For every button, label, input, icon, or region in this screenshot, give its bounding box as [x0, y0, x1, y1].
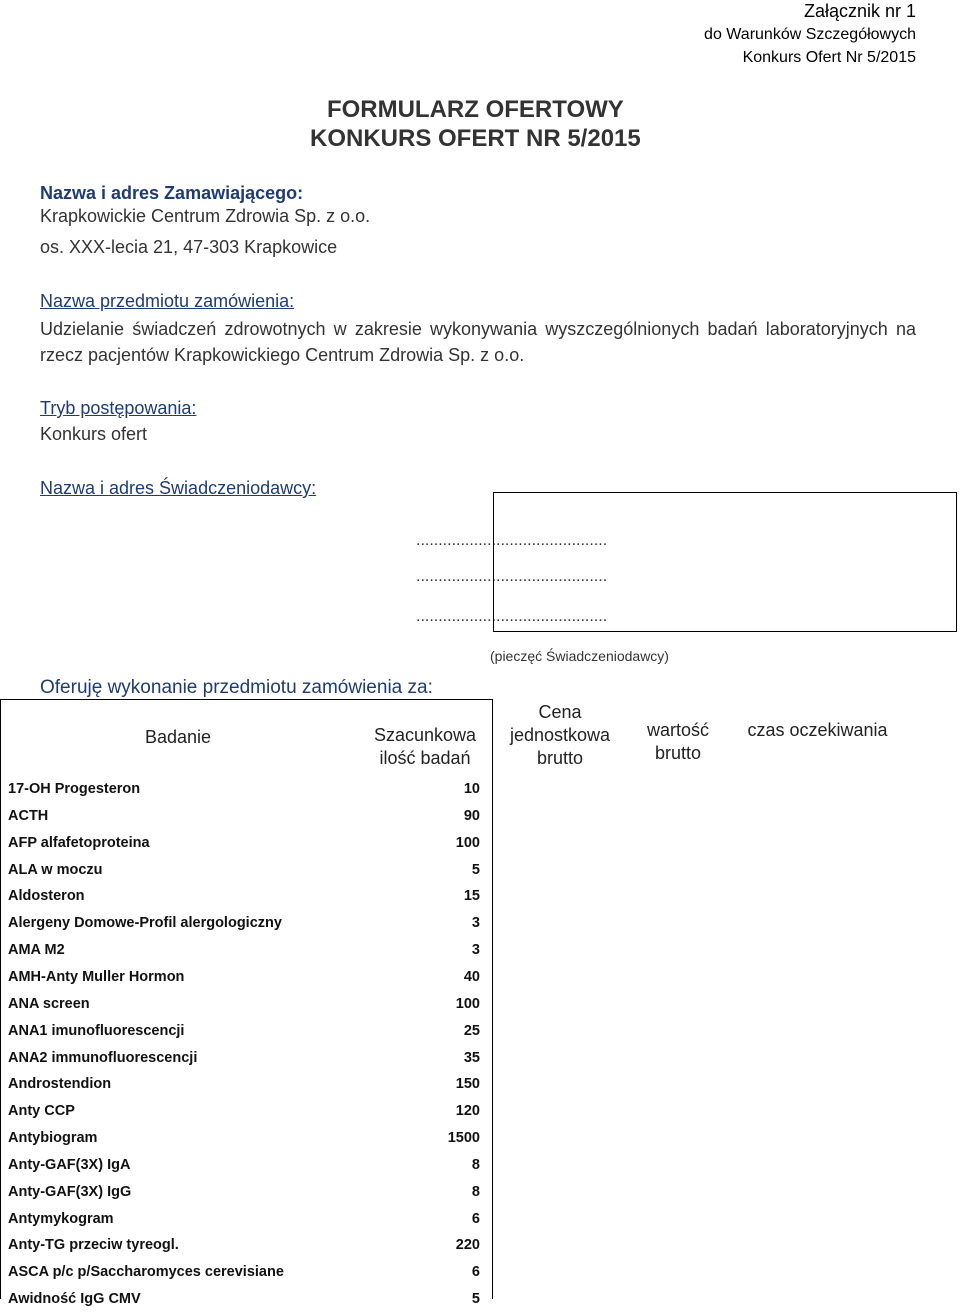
test-quantity: 8 — [471, 1156, 480, 1173]
table-row — [0, 1178, 492, 1205]
subject-text: Udzielanie świadczeń zdrowotnych w zakresie wykonywania wyszczególnionych badań laboratoryjnych na rzecz pacjentów Krapkowickiego Centrum Zdrowia Sp. z o.o. — [40, 319, 916, 365]
test-quantity: 5 — [471, 861, 480, 878]
test-name: ASCA p/c p/Saccharomyces cerevisiane — [8, 1264, 284, 1281]
header-gross-value — [618, 719, 738, 765]
test-name: Antybiogram — [8, 1130, 98, 1147]
form-title-line-1: FORMULARZ OFERTOWY — [326, 96, 624, 123]
table-row — [0, 775, 492, 802]
header-quantity-line-2: ilość badań — [379, 748, 471, 768]
table-row — [0, 829, 492, 856]
table-top-border — [0, 699, 492, 700]
form-title — [310, 95, 641, 153]
header-quantity — [365, 724, 485, 770]
header-gross-value-line-2: brutto — [654, 743, 702, 763]
test-name: Anty-GAF(3X) IgA — [8, 1156, 131, 1173]
table-row — [0, 1258, 492, 1285]
test-name: Androstendion — [8, 1076, 112, 1093]
test-quantity: 90 — [463, 807, 480, 824]
provider-label: Nazwa i adres Świadczeniodawcy: — [40, 478, 317, 498]
test-quantity: 8 — [471, 1183, 480, 1200]
header-gross-value-line-1: wartość — [646, 720, 709, 740]
annex-header — [704, 0, 916, 69]
header-unit-price-line-1: Cena — [538, 702, 582, 722]
table-row — [0, 1205, 492, 1232]
test-name: 17-OH Progesteron — [8, 781, 141, 797]
stamp-caption: (pieczęć Świadczeniodawcy) — [490, 648, 669, 664]
table-row — [0, 1124, 492, 1151]
table-row — [0, 1151, 492, 1178]
annex-line-3: Konkurs Ofert Nr 5/2015 — [742, 49, 916, 66]
table-row — [0, 963, 492, 990]
test-quantity: 220 — [455, 1237, 480, 1254]
provider-dots-line-1[interactable]: ........................................... — [416, 532, 608, 549]
buyer-label: Nazwa i adres Zamawiającego: — [40, 183, 304, 203]
test-quantity: 3 — [471, 942, 480, 959]
test-name: ALA w moczu — [8, 861, 103, 878]
test-quantity: 1500 — [447, 1130, 480, 1147]
test-name: ACTH — [8, 807, 49, 824]
test-quantity: 5 — [471, 1291, 480, 1308]
annex-line-1: Załącznik nr 1 — [803, 1, 916, 21]
table-row — [0, 936, 492, 963]
table-row — [0, 882, 492, 909]
test-quantity: 40 — [463, 968, 480, 985]
subject-label: Nazwa przedmiotu zamówienia: — [40, 291, 295, 311]
annex-line-2: do Warunków Szczegółowych — [704, 26, 916, 43]
provider-dots-line-2[interactable]: ........................................... — [416, 568, 608, 585]
header-waiting-time: czas oczekiwania — [747, 720, 888, 740]
test-name: AMA M2 — [8, 942, 65, 959]
mode-text: Konkurs ofert — [40, 424, 148, 444]
test-name: Anty-GAF(3X) IgG — [8, 1183, 132, 1200]
test-quantity: 100 — [455, 834, 480, 851]
test-name: Antymykogram — [8, 1210, 114, 1227]
test-name: Aldosteron — [8, 888, 85, 905]
table-row — [0, 1097, 492, 1124]
buyer-name: Krapkowickie Centrum Zdrowia Sp. z o.o. — [40, 206, 371, 226]
header-unit-price-line-2: jednostkowa — [509, 725, 611, 745]
test-name: Anty-TG przeciw tyreogl. — [8, 1237, 179, 1254]
test-quantity: 25 — [463, 1022, 480, 1039]
header-unit-price — [490, 701, 630, 770]
provider-dots-line-3[interactable]: ........................................... — [416, 608, 608, 625]
stamp-box — [493, 492, 957, 632]
table-mid-border — [492, 699, 493, 1299]
test-name: Alergeny Domowe-Profil alergologiczny — [8, 915, 282, 932]
table-row — [0, 1231, 492, 1258]
test-quantity: 35 — [463, 1049, 480, 1066]
test-quantity: 3 — [471, 915, 480, 932]
test-name: Awidność IgG CMV — [8, 1291, 141, 1308]
test-name: Anty CCP — [8, 1103, 75, 1120]
test-name: ANA2 immunofluorescencji — [8, 1049, 198, 1066]
test-quantity: 6 — [471, 1264, 480, 1281]
test-name: AMH-Anty Muller Hormon — [8, 968, 185, 985]
table-row — [0, 990, 492, 1017]
test-quantity: 15 — [463, 888, 480, 905]
table-row — [0, 856, 492, 883]
header-unit-price-line-3: brutto — [536, 748, 584, 768]
offer-label: Oferuję wykonanie przedmiotu zamówienia za: — [40, 677, 433, 698]
test-name: AFP alfafetoproteina — [8, 834, 150, 851]
form-title-line-2: KONKURS OFERT NR 5/2015 — [310, 125, 641, 152]
test-name: ANA screen — [8, 995, 90, 1012]
test-quantity: 6 — [471, 1210, 480, 1227]
table-row — [0, 1017, 492, 1044]
buyer-address: os. XXX-lecia 21, 47-303 Krapkowice — [40, 237, 338, 257]
table-row — [0, 1044, 492, 1071]
table-row — [0, 1285, 492, 1312]
test-quantity: 10 — [463, 781, 480, 797]
test-quantity: 150 — [455, 1076, 480, 1093]
table-row — [0, 909, 492, 936]
table-row — [0, 802, 492, 829]
header-badanie: Badanie — [145, 727, 212, 747]
table-row — [0, 1070, 492, 1097]
mode-label: Tryb postępowania: — [40, 398, 197, 418]
header-quantity-line-1: Szacunkowa — [373, 725, 477, 745]
test-name: ANA1 imunofluorescencji — [8, 1022, 185, 1039]
test-quantity: 120 — [455, 1103, 480, 1120]
test-quantity: 100 — [455, 995, 480, 1012]
